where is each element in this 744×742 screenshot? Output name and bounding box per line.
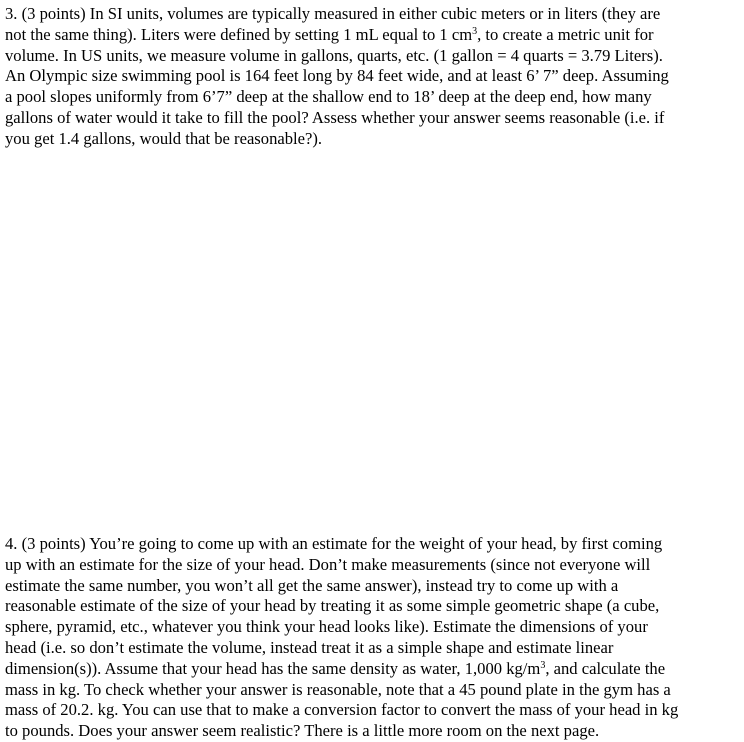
problem-3-line-2-start: not the same thing). Liters were defined by setting 1 mL equal to 1 cm <box>5 24 473 44</box>
problem-3-text <box>5 4 744 150</box>
problem-3-line-7: you get 1.4 gallons, would that be reasonable?). <box>5 128 323 148</box>
problem-3-line-5: a pool slopes uniformly from 6’7” deep at the shallow end to 18’ deep at the deep end, how many <box>5 87 652 107</box>
problem-4-line-5: sphere, pyramid, etc., whatever you think your head looks like). Estimate the dimensions of your <box>5 617 648 637</box>
problem-4-line-3: estimate the same number, you won’t all get the same answer), instead try to come up with a <box>5 575 619 595</box>
cubic-superscript: 3 <box>472 25 478 37</box>
problem-4-line-8: mass in kg. To check whether your answer is reasonable, note that a 45 pound plate in the gym has a <box>5 679 671 699</box>
problem-3-line-2 <box>5 25 744 46</box>
problem-4-line-1: 4. (3 points) You’re going to come up with an estimate for the weight of your head, by first coming <box>5 534 663 553</box>
problem-3-line-3: volume. In US units, we measure volume in gallons, quarts, etc. (1 gallon = 4 quarts = 3.79 Liters). <box>5 45 663 65</box>
problem-3-line-4: An Olympic size swimming pool is 164 feet long by 84 feet wide, and at least 6’ 7” deep. Assuming <box>5 66 669 86</box>
problem-3-line-2-end: , to create a metric unit for <box>477 24 654 44</box>
cubic-superscript: 3 <box>540 659 546 671</box>
problem-4-line-7-start: dimension(s)). Assume that your head has the same density as water, 1,000 kg/m <box>5 658 541 678</box>
problem-4-line-7 <box>5 659 744 680</box>
problem-4-line-2: up with an estimate for the size of your head. Don’t make measurements (since not everyone will <box>5 554 651 574</box>
problem-4-text <box>5 534 744 742</box>
problem-4-line-6: head (i.e. so don’t estimate the volume, instead treat it as a simple shape and estimate linear <box>5 637 614 657</box>
problem-3-line-6: gallons of water would it take to fill the pool? Assess whether your answer seems reasonable (i.e. if <box>5 107 665 127</box>
problem-4-line-10: to pounds. Does your answer seem realistic? There is a little more room on the next page. <box>5 721 600 741</box>
problem-3-line-1: 3. (3 points) In SI units, volumes are typically measured in either cubic meters or in liters (they are <box>5 4 661 23</box>
problem-4-line-4: reasonable estimate of the size of your head by treating it as some simple geometric shape (a cube, <box>5 596 660 616</box>
problem-4-line-9: mass of 20.2. kg. You can use that to make a conversion factor to convert the mass of your head in kg <box>5 700 679 720</box>
problem-4-line-7-end: , and calculate the <box>545 658 666 678</box>
